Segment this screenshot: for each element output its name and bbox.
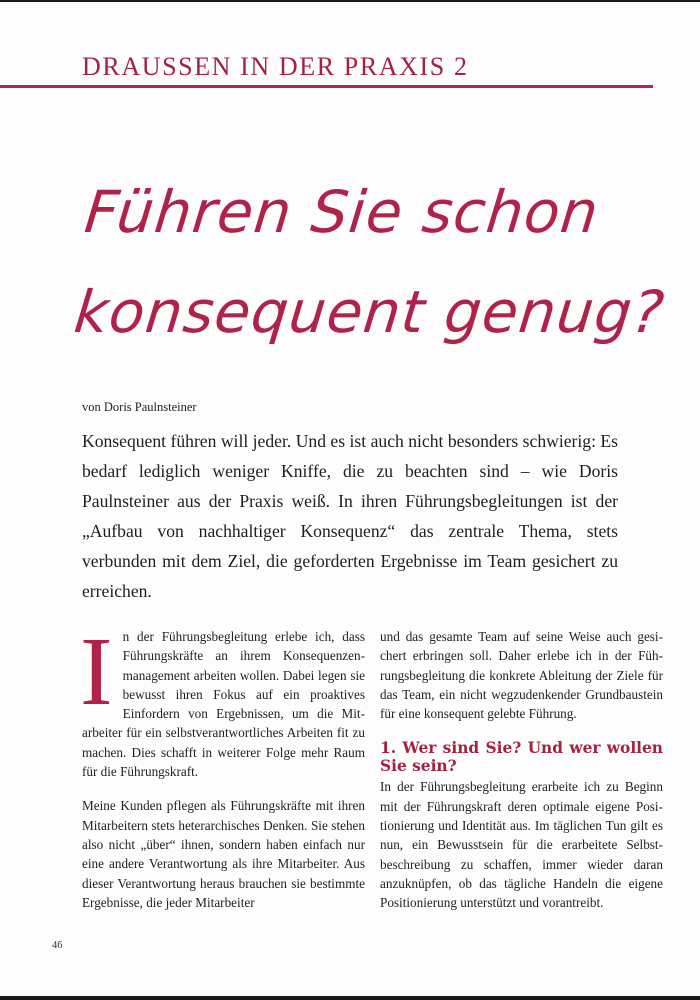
body-paragraph: und das gesamte Team auf seine Weise auch gesichert erbringen soll. Daher erlebe ich in der Führungsbegleitung die konkrete Ableitung der Ziele für das Team, ein nicht wegzudenkender Grundbaustein für eine konsequent gelebte Führung. xyxy=(380,629,663,722)
left-column xyxy=(80,618,365,927)
author-byline: von Doris Paulnsteiner xyxy=(82,400,197,414)
right-column xyxy=(380,627,663,928)
drop-cap: I xyxy=(80,618,113,726)
article-title xyxy=(69,162,668,362)
section-subheading: 1. Wer sind Sie? Und wer wollen Sie sein? xyxy=(380,739,663,776)
title-line-1: Führen Sie schon xyxy=(81,178,603,246)
magazine-page xyxy=(0,2,700,996)
body-paragraph: Meine Kunden pflegen als Führungskräfte mit ihren Mitarbeitern stets heterarchisches Denken. Sie stehen also nicht „über“ ihnen, sondern haben einfach nur eine andere Verantwortung als ihre Mitarbeiter. Aus dieser Verantwortung heraus brauchen sie bestimmte Ergebnisse, die jeder Mitarbeiter xyxy=(82,798,365,910)
page-number: 46 xyxy=(52,940,63,951)
body-paragraph: In der Führungsbegleitung erarbeite ich zu Beginn mit der Führungskraft deren optimale eigene Positionierung und Identität aus. Im täglichen Tun gilt es nun, ein Bewusstsein für die erarbeitete Selbstbeschreibung zu schaffen, immer wieder daran anzuknüpfen, ob das tägliche Handeln die eigene Positionierung unterstützt und vorantreibt. xyxy=(380,779,663,911)
body-paragraph xyxy=(80,618,365,781)
section-header: DRAUSSEN IN DER PRAXIS 2 xyxy=(82,52,469,81)
paragraph-text: n der Führungsbegleitung erlebe ich, dass Führungskräfte an ihrem Konsequenzenmanagement arbeiten wollen. Dabei legen sie bewusst ihren Fokus auf ein proaktives Einfordern von Ergebnissen, um die Mitarbeiter für ein selbstverantwortliches Arbeiten fit zu machen. Dies schafft in weiterer Folge mehr Raum für die Führungskraft. xyxy=(82,629,365,780)
header-rule-divider xyxy=(0,85,653,88)
lead-paragraph: Konsequent führen will jeder. Und es ist auch nicht besonders schwierig: Es bedarf lediglich weniger Kniffe, die zu beachten sind – wie Doris Paulnsteiner aus der Praxis weiß. In ihren Führungsbegleitungen ist der „Aufbau von nachhaltiger Konsequenz“ das zentrale Thema, stets verbunden mit dem Ziel, die geforderten Ergebnisse im Team gesichert zu erreichen. xyxy=(82,431,618,601)
title-line-2: konsequent genug? xyxy=(71,278,668,346)
